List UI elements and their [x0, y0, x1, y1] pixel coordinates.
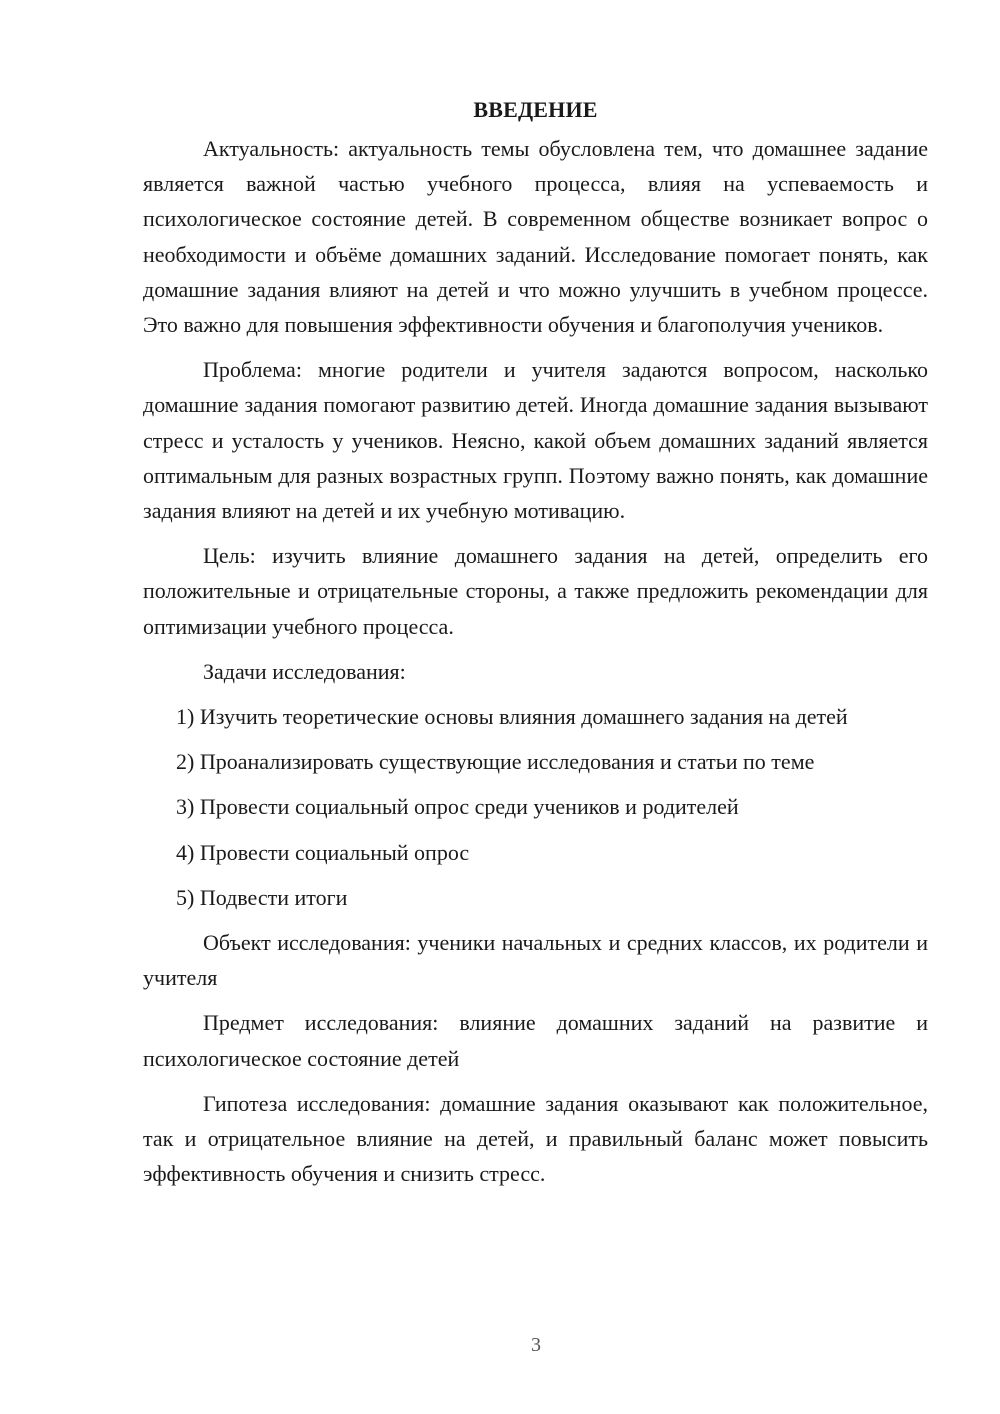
list-item: 4) Провести социальный опрос: [176, 839, 470, 865]
list-item: 5) Подвести итоги: [176, 884, 348, 910]
paragraph-goal: Цель: изучить влияние домашнего задания на детей, определить его положительные и отрицательные стороны, а также предложить рекомендации для оптимизации учебного процесса.: [143, 543, 928, 639]
paragraph-relevance: Актуальность: актуальность темы обусловлена тем, что домашнее задание является важной частью учебного процесса, влияя на успеваемость и психологическое состояние детей. В современном обществе возникает вопрос о необходимости и объёме домашних заданий. Исследование помогает понять, как домашние задания влияют на детей и что можно улучшить в учебном процессе. Это важно для повышения эффективности обучения и благополучия учеников.: [143, 136, 928, 338]
tasks-heading: Задачи исследования:: [203, 658, 406, 684]
list-item: 2) Проанализировать существующие исследования и статьи по теме: [176, 749, 815, 775]
paragraph-hypothesis: Гипотеза исследования: домашние задания оказывают как положительное, так и отрицательное влияние на детей, и правильный баланс может повысить эффективность обучения и снизить стресс.: [143, 1090, 928, 1187]
page-number: 3: [531, 1334, 541, 1356]
paragraph-problem: Проблема: многие родители и учителя задаются вопросом, насколько домашние задания помогают развитию детей. Иногда домашние задания вызывают стресс и усталость у учеников. Неясно, какой объем домашних заданий является оптимальным для разных возрастных групп. Поэтому важно понять, как домашние задания влияют на детей и их учебную мотивацию.: [143, 357, 928, 524]
tasks-list: [143, 699, 928, 915]
list-item: 3) Провести социальный опрос среди учеников и родителей: [176, 794, 739, 820]
list-item: 1) Изучить теоретические основы влияния домашнего задания на детей: [176, 704, 848, 730]
paragraph-object: Объект исследования: ученики начальных и средних классов, их родители и учителя: [143, 930, 928, 991]
page-title: ВВЕДЕНИЕ: [473, 97, 598, 122]
document-page: [143, 92, 928, 1201]
paragraph-subject: Предмет исследования: влияние домашних заданий на развитие и психологическое состояние детей: [143, 1010, 928, 1071]
